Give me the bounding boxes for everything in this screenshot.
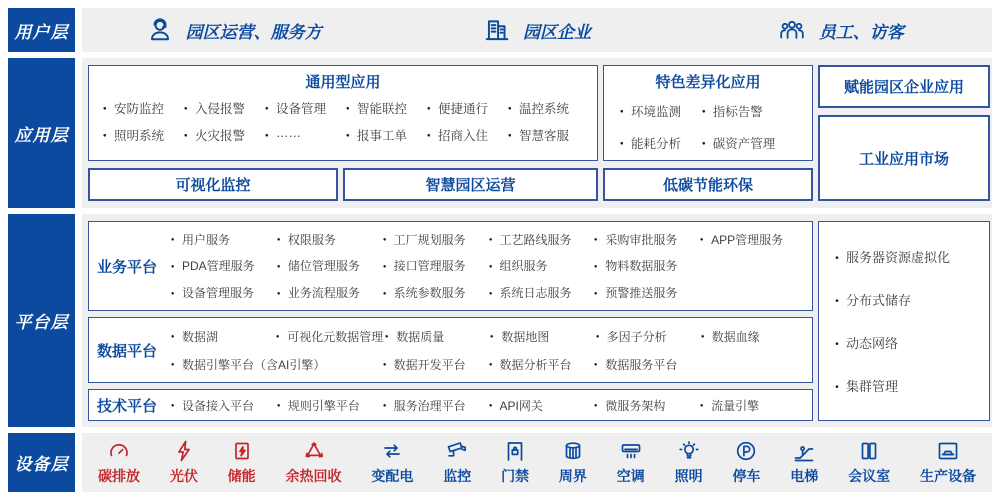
light-bulb-icon: [677, 439, 701, 463]
device-item-production: [920, 439, 976, 486]
empower-apps-box: [818, 65, 990, 108]
device-item-meeting-room: [848, 439, 890, 486]
user-layer-content: [82, 8, 992, 52]
perimeter-icon: [561, 439, 585, 463]
special-apps-grid: [612, 92, 804, 152]
infra-item: ● 集群管理: [833, 376, 989, 395]
device-item-heat-recovery: [286, 439, 342, 486]
smart-park-ops-box: [343, 168, 598, 201]
device-label: 停车: [732, 468, 761, 484]
device-item-carbon: [98, 439, 140, 486]
data-platform-title: 数据平台: [97, 342, 158, 360]
device-layer-strip: [8, 433, 992, 492]
special-apps-title: 特色差异化应用: [655, 74, 761, 91]
device-label: 监控: [443, 468, 472, 484]
ac-icon: [619, 439, 643, 463]
app-item: ● 指标告警: [700, 102, 802, 120]
data-row: [169, 356, 804, 373]
app-item: ● 环境监测: [618, 102, 700, 120]
app-item: ● ……: [263, 126, 344, 144]
people-group-icon: [777, 16, 807, 44]
general-apps-grid: [97, 92, 589, 144]
platform-item: ● 数据服务平台: [592, 356, 698, 373]
app-layer-content: [82, 58, 992, 208]
platform-item: ● 工厂规划服务: [381, 231, 487, 248]
device-item-storage: [228, 439, 256, 486]
user-item-label: 园区运营、服务方: [185, 22, 322, 42]
smart-park-ops-title: 智慧园区运营: [425, 177, 516, 194]
business-platform-title: 业务平台: [97, 258, 158, 276]
platform-item: ● 用户服务: [169, 231, 275, 248]
platform-item: ● 多因子分析: [594, 328, 699, 345]
app-item: ● 报事工单: [344, 126, 425, 144]
platform-layer-strip: [8, 214, 992, 427]
platform-item: ● 微服务架构: [592, 397, 698, 414]
device-item-perimeter: [559, 439, 587, 486]
platform-item: ● 物料数据服务: [592, 257, 698, 274]
platform-item: ● 权限服务: [275, 231, 381, 248]
empower-apps-title: 赋能园区企业应用: [843, 79, 964, 96]
platform-item: ● API网关: [487, 397, 593, 414]
app-item: ● 温控系统: [506, 99, 587, 117]
device-item-lighting: [675, 439, 703, 486]
infra-item: ● 分布式储存: [833, 290, 989, 309]
device-label: 照明: [674, 468, 703, 484]
tech-platform-box: [88, 389, 813, 421]
low-carbon-title: 低碳节能环保: [662, 177, 753, 194]
device-label: 空调: [616, 468, 645, 484]
building-icon: [483, 16, 511, 44]
app-item: ● 入侵报警: [182, 99, 263, 117]
device-item-power-distribution: [371, 439, 413, 486]
industrial-market-box: [818, 115, 990, 201]
infrastructure-box: [818, 221, 990, 421]
operator-icon: [146, 16, 174, 44]
industrial-market-title: 工业应用市场: [858, 150, 949, 168]
platform-item: ● 组织服务: [487, 257, 593, 274]
app-item: ● 火灾报警: [182, 126, 263, 144]
platform-item: ● 数据血缘: [699, 328, 804, 345]
special-apps-box: [603, 65, 813, 161]
platform-item: ● 服务治理平台: [381, 397, 487, 414]
device-label: 光伏: [169, 468, 198, 484]
app-item: ● 照明系统: [101, 126, 182, 144]
app-item: ● 智能联控: [344, 99, 425, 117]
power-swap-icon: [380, 439, 404, 463]
user-layer-label: 用户层: [8, 8, 75, 52]
device-label: 生产设备: [919, 468, 976, 484]
data-platform-box: [88, 317, 813, 383]
device-label: 变配电: [371, 468, 414, 484]
platform-item: ● 数据质量: [383, 328, 488, 345]
platform-layer-content: [82, 214, 992, 427]
tech-platform-title: 技术平台: [97, 397, 158, 415]
device-label: 储能: [227, 468, 256, 484]
device-item-elevator: [790, 439, 818, 486]
business-row: [169, 257, 804, 274]
device-layer-content: [82, 433, 992, 492]
platform-item: ● 设备管理服务: [169, 284, 275, 301]
device-item-parking: [732, 439, 760, 486]
infra-item: ● 服务器资源虚拟化: [833, 247, 989, 266]
platform-item: ● 业务流程服务: [275, 284, 381, 301]
user-layer-strip: [8, 8, 992, 52]
device-item-access-control: [501, 439, 529, 486]
recycle-icon: [302, 439, 326, 463]
gauge-icon: [107, 439, 131, 463]
user-item-staff-visitors: [689, 16, 992, 44]
platform-item: ● 可视化元数据管理: [274, 328, 383, 345]
device-item-surveillance: [443, 439, 471, 486]
lightning-icon: [172, 439, 196, 463]
app-item: ● 招商入住: [425, 126, 506, 144]
device-item-pv: [170, 439, 198, 486]
business-row: [169, 284, 804, 301]
platform-item: ● 数据地图: [488, 328, 593, 345]
door-access-icon: [503, 439, 527, 463]
user-item-park-enterprise: [385, 16, 688, 44]
platform-item: ● APP管理服务: [698, 231, 804, 248]
parking-icon: [734, 439, 758, 463]
app-item: ● 智慧客服: [506, 126, 587, 144]
platform-item: ● 规则引擎平台: [275, 397, 381, 414]
user-item-label: 园区企业: [522, 22, 591, 42]
device-label: 电梯: [790, 468, 819, 484]
platform-item: ● 数据开发平台: [381, 356, 487, 373]
platform-item: ● 数据引擎平台（含AI引擎）: [169, 356, 381, 373]
platform-item: ● 系统参数服务: [381, 284, 487, 301]
platform-item: ● 储位管理服务: [275, 257, 381, 274]
device-label: 周界: [558, 468, 587, 484]
platform-item: ● 采购审批服务: [592, 231, 698, 248]
device-label: 会议室: [848, 468, 891, 484]
visual-monitoring-box: [88, 168, 338, 201]
general-apps-box: [88, 65, 598, 161]
platform-layer-label: 平台层: [8, 214, 75, 427]
app-item: ● 便捷通行: [425, 99, 506, 117]
meeting-room-icon: [857, 439, 881, 463]
app-item: ● 安防监控: [101, 99, 182, 117]
low-carbon-box: [603, 168, 813, 201]
device-label: 碳排放: [98, 468, 140, 484]
device-item-hvac: [617, 439, 645, 486]
device-layer-label: 设备层: [8, 433, 75, 492]
general-apps-title: 通用型应用: [305, 74, 381, 91]
user-item-park-operator: [82, 16, 385, 44]
app-layer-strip: [8, 58, 992, 208]
cctv-icon: [445, 439, 469, 463]
user-item-label: 员工、访客: [818, 22, 904, 42]
production-machine-icon: [936, 439, 960, 463]
platform-item: ● 流量引擎: [698, 397, 804, 414]
platform-item: ● 接口管理服务: [381, 257, 487, 274]
business-platform-box: [88, 221, 813, 311]
platform-item: ● 工艺路线服务: [487, 231, 593, 248]
app-item: ● 能耗分析: [618, 134, 700, 152]
device-label: 门禁: [501, 468, 530, 484]
platform-item: ● 设备接入平台: [169, 397, 275, 414]
battery-storage-icon: [230, 439, 254, 463]
escalator-icon: [792, 439, 816, 463]
platform-item: ● PDA管理服务: [169, 257, 275, 274]
data-row: [169, 328, 804, 345]
infra-item: ● 动态网络: [833, 333, 989, 352]
device-label: 余热回收: [285, 468, 342, 484]
visual-monitoring-title: 可视化监控: [175, 177, 251, 194]
platform-item: ● 预警推送服务: [592, 284, 698, 301]
business-row: [169, 231, 804, 248]
tech-row: [169, 397, 804, 414]
platform-item: ● 系统日志服务: [487, 284, 593, 301]
app-layer-label: 应用层: [8, 58, 75, 208]
platform-item: ● 数据湖: [169, 328, 274, 345]
platform-item: ● 数据分析平台: [487, 356, 593, 373]
app-item: ● 设备管理: [263, 99, 344, 117]
app-item: ● 碳资产管理: [700, 134, 802, 152]
